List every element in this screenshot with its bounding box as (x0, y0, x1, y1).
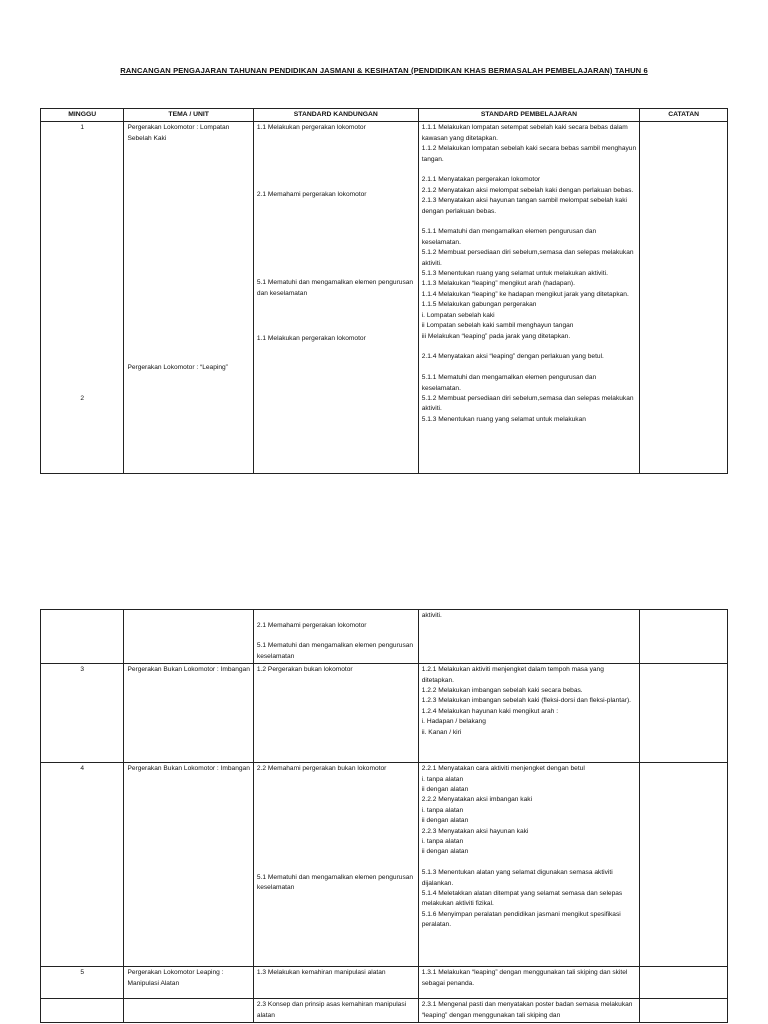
sp-line: 2.1.1 Menyatakan pergerakan lokomotor (421, 176, 541, 184)
sp-line: aktiviti. (421, 612, 442, 619)
sk-text: 2.1 Memahami pergerakan lokomotor (256, 622, 367, 629)
sp-line: 1.1.2 Melakukan lompatan sebelah kaki secara bebas sambil menghayun tangan. (421, 145, 637, 163)
catatan-cell (640, 664, 728, 763)
sp-line: ii dengan alatan (421, 817, 469, 825)
table-row (41, 610, 728, 664)
catatan-cell (640, 763, 728, 967)
sp-line: 5.1.3 Menentukan ruang yang selamat untuk melakukan (421, 415, 586, 423)
minggu-cell (41, 763, 124, 967)
sp-line: 1.2.3 Melakukan imbangan sebelah kaki (fleksi-dorsi dan fleksi-plantar). (421, 697, 631, 705)
header-standard-kandungan: STANDARD KANDUNGAN (253, 109, 418, 122)
sp-line: 1.1.5 Melakukan gabungan pergerakan (421, 301, 537, 309)
sp-line: 2.2.3 Menyatakan aksi hayunan kaki (421, 827, 529, 835)
sp-line: 2.2.2 Menyatakan aksi imbangan kaki (421, 796, 533, 804)
sk-text: 5.1 Mematuhi dan mengamalkan elemen pengurusan keselamatan (256, 642, 414, 660)
header-catatan: CATATAN (640, 109, 728, 122)
sp-line: 2.2.1 Menyatakan cara aktiviti menjengket dengan betul (421, 765, 585, 773)
minggu-number: 3 (80, 666, 85, 674)
standard-kandungan-cell (253, 610, 418, 664)
sp-line: 5.1.3 Menentukan alatan yang selamat digunakan semasa aktiviti dijalankan. (421, 869, 613, 887)
sp-line: 2.1.4 Menyatakan aksi “leaping” dengan perlakuan yang betul. (421, 353, 604, 361)
standard-pembelajaran-cell (418, 122, 640, 474)
minggu-cell (41, 610, 124, 664)
table-row (41, 999, 728, 1023)
minggu-number: 2 (80, 394, 85, 402)
sp-line: i. tanpa alatan (421, 838, 464, 846)
tema-cell (124, 999, 253, 1023)
sp-line: 5.1.1 Mematuhi dan mengamalkan elemen pengurusan dan keselamatan. (421, 374, 597, 392)
standard-kandungan-cell (253, 122, 418, 474)
catatan-cell (640, 122, 728, 474)
sk-text: 1.2 Pergerakan bukan lokomotor (256, 666, 353, 674)
header-tema-unit: TEMA / UNIT (124, 109, 253, 122)
tema-cell (124, 122, 253, 474)
sp-line: 1.1.1 Melakukan lompatan setempat sebelah kaki secara bebas dalam kawasan yang ditetapkan. (421, 124, 628, 142)
document-title: RANCANGAN PENGAJARAN TAHUNAN PENDIDIKAN JASMANI & KESIHATAN (PENDIDIKAN KHAS BERMASALAH PEMBELAJARAN) TAHUN 6 (120, 66, 648, 75)
catatan-cell (640, 610, 728, 664)
sk-text: 2.3 Konsep dan prinsip asas kemahiran manipulasi alatan (256, 1001, 407, 1019)
minggu-cell (41, 967, 124, 999)
sp-line: ii dengan alatan (421, 786, 469, 794)
sk-text: 1.1 Melakukan pergerakan lokomotor (256, 124, 366, 132)
sp-line: 1.3.1 Melakukan “leaping” dengan menggunakan tali skiping dan skitel sebagai penanda. (421, 969, 628, 987)
tema-text: Pergerakan Lokomotor : Lompatan Sebelah Kaki (127, 124, 230, 142)
table-row (41, 763, 728, 967)
table-row (41, 122, 728, 474)
sk-text: 2.2 Memahami pergerakan bukan lokomotor (256, 765, 387, 773)
tema-cell (124, 664, 253, 763)
tema-cell (124, 967, 253, 999)
sp-line: 5.1.6 Menyimpan peralatan pendidikan jasmani mengikut spesifikasi peralatan. (421, 910, 621, 929)
minggu-cell (41, 122, 124, 474)
header-standard-pembelajaran: STANDARD PEMBELAJARAN (418, 109, 640, 122)
sp-line: 1.1.3 Melakukan “leaping” mengikut arah (hadapan). (421, 280, 575, 288)
sk-text: 2.1 Memahami pergerakan lokomotor (256, 190, 367, 198)
standard-pembelajaran-cell (418, 999, 640, 1023)
sp-line: 5.1.4 Meletakkan alatan ditempat yang selamat semasa dan selepas melakukan aktiviti fizikal. (421, 890, 623, 908)
sp-line: 2.1.2 Menyatakan aksi melompat sebelah kaki dengan perlakuan bebas. (421, 186, 634, 194)
standard-pembelajaran-cell (418, 967, 640, 999)
standard-pembelajaran-cell (418, 763, 640, 967)
standard-kandungan-cell (253, 763, 418, 967)
sp-line: i. tanpa alatan (421, 775, 464, 783)
sp-line: ii dengan alatan (421, 848, 469, 856)
catatan-cell (640, 999, 728, 1023)
sk-text: 5.1 Mematuhi dan mengamalkan elemen pengurusan dan keselamatan (256, 279, 414, 297)
tema-text: Pergerakan Lokomotor Leaping : Manipulasi Alatan (127, 969, 224, 987)
sp-line: iii Melakukan “leaping” pada jarak yang ditetapkan. (421, 332, 571, 340)
sk-text: 5.1 Mematuhi dan mengamalkan elemen pengurusan keselamatan (256, 873, 414, 892)
sp-line: 2.3.1 Mengenal pasti dan menyatakan poster badan semasa melakukan “leaping” dengan menggunakan tali skiping dan (421, 1001, 633, 1019)
table-row (41, 664, 728, 763)
catatan-cell (640, 967, 728, 999)
lesson-plan-table-2 (40, 609, 728, 1023)
tema-text: Pergerakan Bukan Lokomotor : Imbangan (127, 765, 250, 773)
minggu-number: 1 (80, 124, 85, 132)
minggu-number: 5 (80, 969, 85, 977)
standard-kandungan-cell (253, 664, 418, 763)
table-header-row (41, 109, 728, 122)
sp-line: i. Hadapan / belakang (421, 718, 486, 726)
sp-line: 2.1.3 Menyatakan aksi hayunan tangan sambil melompat sebelah kaki dengan perlakuan bebas. (421, 197, 627, 215)
sp-line: 1.2.4 Melakukan hayunan kaki mengikut arah : (421, 707, 559, 715)
sk-text: 1.3 Melakukan kemahiran manipulasi alatan (256, 969, 386, 977)
sp-line: 5.1.2 Membuat persediaan diri sebelum,semasa dan selepas melakukan aktiviti. (421, 394, 634, 413)
header-minggu: MINGGU (41, 109, 124, 122)
tema-cell (124, 610, 253, 664)
standard-pembelajaran-cell (418, 664, 640, 763)
sp-line: 5.1.2 Membuat persediaan diri sebelum,semasa dan selepas melakukan aktiviti. (421, 249, 634, 267)
sp-line: 1.2.2 Melakukan imbangan sebelah kaki secara bebas. (421, 687, 583, 695)
sp-line: 1.1.4 Melakukan “leaping” ke hadapan mengikut jarak yang ditetapkan. (421, 290, 629, 298)
standard-pembelajaran-cell (418, 610, 640, 664)
standard-kandungan-cell (253, 967, 418, 999)
table-row (41, 967, 728, 999)
sp-line: ii Lompatan sebelah kaki sambil menghayun tangan (421, 322, 574, 330)
sk-text: 1.1 Melakukan pergerakan lokomotor (256, 335, 366, 343)
tema-text: Pergerakan Lokomotor : “Leaping” (127, 364, 228, 372)
tema-text: Pergerakan Bukan Lokomotor : Imbangan (127, 666, 250, 674)
lesson-plan-table-1 (40, 108, 728, 474)
minggu-number: 4 (80, 765, 85, 773)
minggu-cell (41, 664, 124, 763)
minggu-cell (41, 999, 124, 1023)
sp-line: ii. Kanan / kiri (421, 728, 462, 736)
sp-line: 5.1.1 Mematuhi dan mengamalkan elemen pengurusan dan keselamatan. (421, 228, 597, 246)
standard-kandungan-cell (253, 999, 418, 1023)
sp-line: i. tanpa alatan (421, 806, 464, 814)
sp-line: 1.2.1 Melakukan aktiviti menjengket dalam tempoh masa yang ditetapkan. (421, 666, 604, 684)
sp-line: 5.1.3 Menentukan ruang yang selamat untuk melakukan aktiviti. (421, 270, 608, 278)
sp-line: i. Lompatan sebelah kaki (421, 311, 495, 319)
tema-cell (124, 763, 253, 967)
